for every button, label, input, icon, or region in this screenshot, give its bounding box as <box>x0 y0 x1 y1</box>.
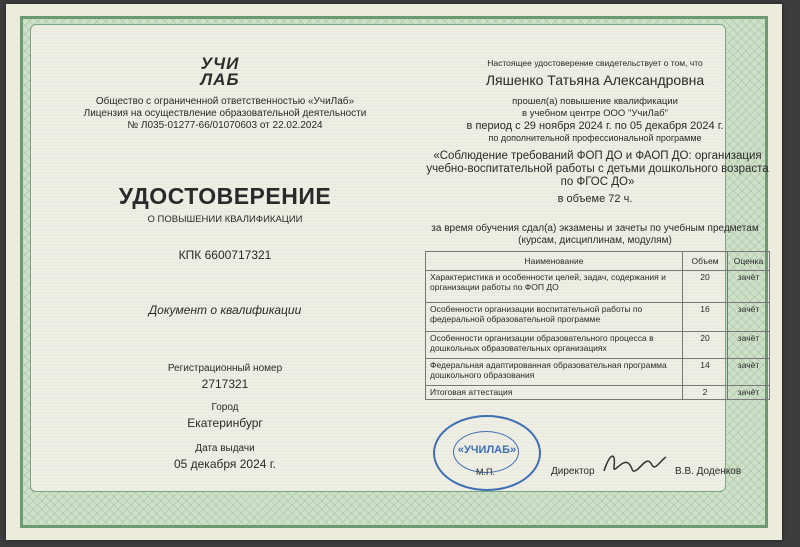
table-row <box>426 271 770 303</box>
subject-grade: зачёт <box>728 386 770 400</box>
subject-grade: зачёт <box>728 303 770 332</box>
intro-text: Настоящее удостоверение свидетельствует о том, что <box>487 58 703 68</box>
subject-hours: 2 <box>683 386 728 400</box>
issue-date: 05 декабря 2024 г. <box>173 457 277 471</box>
subject-grade: зачёт <box>728 332 770 359</box>
city-label: Город <box>211 402 239 413</box>
document-type: Документ о квалификации <box>148 303 302 317</box>
subject-hours: 16 <box>683 303 728 332</box>
subjects-table <box>425 251 770 400</box>
organization-info <box>80 96 370 132</box>
subject-name: Особенности организации образовательного процесса в дошкольных образовательных организациях <box>426 332 683 359</box>
table-row <box>426 303 770 332</box>
subject-hours: 14 <box>683 359 728 386</box>
training-line1: прошел(а) повышение квалификации <box>512 96 678 107</box>
director-name: В.В. Доденков <box>675 466 742 477</box>
program-name: «Соблюдение требований ФОП ДО и ФАОП ДО: организация учебно-воспитательной работы с детьми дошкольного возраста по ФГОС ДО» <box>426 150 769 188</box>
recipient-name: Ляшенко Татьяна Александровна <box>485 72 705 88</box>
certificate-number: КПК 6600717321 <box>178 248 272 262</box>
uchilab-logo: УЧИ ЛАБ <box>200 54 240 89</box>
table-row <box>426 386 770 400</box>
subject-hours: 20 <box>683 332 728 359</box>
subject-name: Характеристика и особенности целей, задач, содержания и организации работы по ФОП ДО <box>426 271 683 303</box>
subject-name: Особенности организации воспитательной работы по федеральной образовательной программе <box>426 303 683 332</box>
issue-date-label: Дата выдачи <box>195 443 255 454</box>
city: Екатеринбург <box>187 416 263 430</box>
seal-place-label: М.П. <box>476 467 495 477</box>
training-period: в период с 29 ноября 2024 г. по 05 декабря 2024 г. <box>466 120 724 132</box>
company-stamp <box>433 415 541 491</box>
exam-line2: (курсам, дисциплинам, модулям) <box>518 235 672 246</box>
exam-line1: за время обучения сдал(а) экзамены и зачеты по учебным предметам <box>431 223 759 234</box>
subject-name: Федеральная адаптированная образовательная программа дошкольного образования <box>426 359 683 386</box>
training-line2: в учебном центре ООО "УчиЛаб" <box>522 108 668 119</box>
director-signature <box>600 449 670 479</box>
license-line: Лицензия на осуществление образовательной деятельности <box>83 108 367 119</box>
subject-grade: зачёт <box>728 271 770 303</box>
col-name-header: Наименование <box>426 252 683 271</box>
license-number: № Л035-01277-66/01070603 от 22.02.2024 <box>127 120 323 131</box>
stamp-text: «УЧИЛАБ» <box>457 444 517 456</box>
subject-name: Итоговая аттестация <box>426 386 683 400</box>
subject-hours: 20 <box>683 271 728 303</box>
reg-number: 2717321 <box>201 377 249 391</box>
org-name: Общество с ограниченной ответственностью «УчиЛаб» <box>95 96 355 107</box>
director-label: Директор <box>551 466 595 477</box>
program-type: по дополнительной профессиональной программе <box>488 133 702 143</box>
document-title: УДОСТОВЕРЕНИЕ <box>118 183 332 209</box>
reg-number-label: Регистрационный номер <box>167 363 283 374</box>
col-grade-header: Оценка <box>728 252 770 271</box>
table-row <box>426 332 770 359</box>
subject-grade: зачёт <box>728 359 770 386</box>
document-subtitle: О ПОВЫШЕНИИ КВАЛИФИКАЦИИ <box>147 214 303 225</box>
table-header-row <box>426 252 770 271</box>
table-row <box>426 359 770 386</box>
program-volume: в объеме 72 ч. <box>557 193 633 205</box>
col-volume-header: Объем <box>683 252 728 271</box>
